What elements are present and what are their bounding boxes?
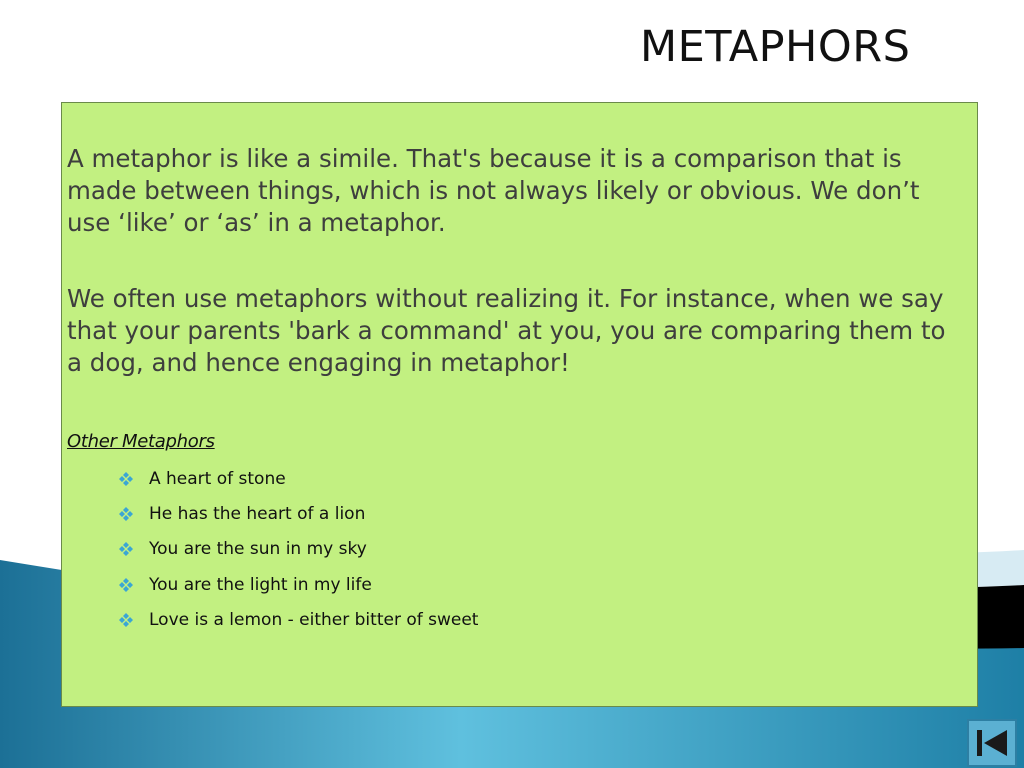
other-metaphors-heading: Other Metaphors (67, 431, 215, 452)
metaphor-list (118, 461, 478, 638)
slide-title: METAPHORS (640, 22, 911, 72)
list-item-text: He has the heart of a lion (149, 504, 366, 525)
list-item-text: A heart of stone (149, 468, 286, 489)
back-button[interactable] (967, 719, 1017, 767)
skip-back-icon (975, 728, 1009, 758)
diamond-bullet-icon (118, 577, 134, 593)
list-item-text: You are the light in my life (149, 574, 372, 595)
content-box (61, 102, 978, 707)
list-item-text: Love is a lemon - either bitter of sweet (149, 610, 479, 631)
definition-paragraph: A metaphor is like a simile. That's because it is a comparison that is made between things, which is not always likely or obvious. We don’t use ‘like’ or ‘as’ in a metaphor. (67, 144, 920, 237)
list-item (118, 603, 478, 638)
example-paragraph: We often use metaphors without realizing it. For instance, when we say that your parents 'bark a command' at you, you are comparing them to a dog, and hence engaging in metaphor! (67, 284, 946, 377)
diamond-bullet-icon (118, 506, 134, 522)
list-item (118, 532, 478, 567)
list-item (118, 567, 478, 602)
diamond-bullet-icon (118, 471, 134, 487)
list-item (118, 461, 478, 496)
list-item-text: You are the sun in my sky (149, 539, 367, 560)
diamond-bullet-icon (118, 612, 134, 628)
diamond-bullet-icon (118, 541, 134, 557)
list-item (118, 496, 478, 531)
